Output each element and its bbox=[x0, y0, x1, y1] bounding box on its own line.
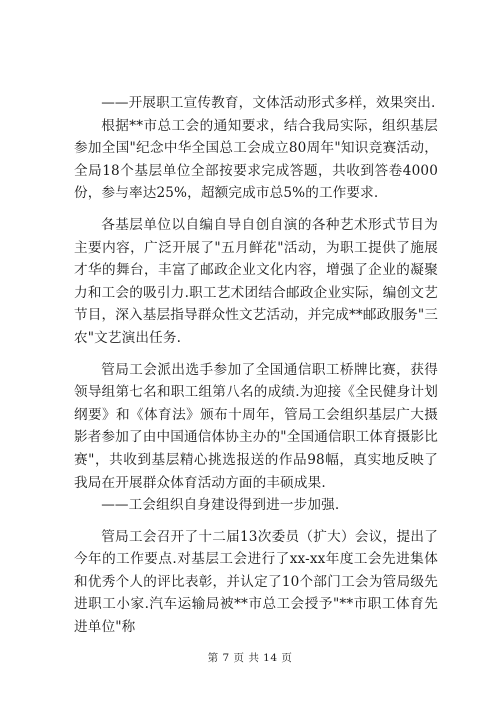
paragraph-knowledge-contest: 根据**市总工会的通知要求，结合我局实际，组织基层参加全国"纪念中华全国总工会成立80周年"知识竞赛活动，全局18个基层单位全部按要求完成答题，共收到答卷4000份，参与率达25%，超额完成市总5%的工作要求. bbox=[74, 117, 438, 202]
document-body bbox=[74, 92, 438, 639]
paragraph-heading-publicity: ——开展职工宣传教育，文体活动形式多样，效果突出. bbox=[101, 95, 436, 111]
paragraph-heading-organization: ——工会组织自身建设得到进一步加强. bbox=[101, 497, 340, 514]
paragraph-committee-meeting: 管局工会召开了十二届13次委员（扩大）会议，提出了今年的工作要点.对基层工会进行了xx-xx年度工会先进集体和优秀个人的评比表彰，并认定了10个部门工会为管局级先进职工小家.汽车运输局被**市总工会授予"**市职工体育先进单位"称 bbox=[74, 528, 438, 636]
page-footer: 第 7 页 共 14 页 bbox=[207, 652, 293, 664]
paragraph-sports-photography: 管局工会派出选手参加了全国通信职工桥牌比赛，获得领导组第七名和职工组第八名的成绩.为迎接《全民健身计划纲要》和《体育法》颁布十周年，管局工会组织基层广大摄影者参加了由中国通信体协主办的"全国通信职工体育摄影比赛"，共收到基层精心挑选报送的作品98幅，真实地反映了我局在开展群众体育活动方面的丰硕成果. bbox=[74, 361, 438, 491]
paragraph-art-activities: 各基层单位以自编自导自创自演的各种艺术形式节目为主要内容，广泛开展了"五月鲜花"活动，为职工提供了施展才华的舞台，丰富了邮政企业文化内容，增强了企业的凝聚力和工会的吸引力.职工艺术团结合邮政企业实际，编创文艺节目，深入基层指导群众性文艺活动，并完成**邮政服务"三农"文艺演出任务. bbox=[74, 216, 438, 346]
